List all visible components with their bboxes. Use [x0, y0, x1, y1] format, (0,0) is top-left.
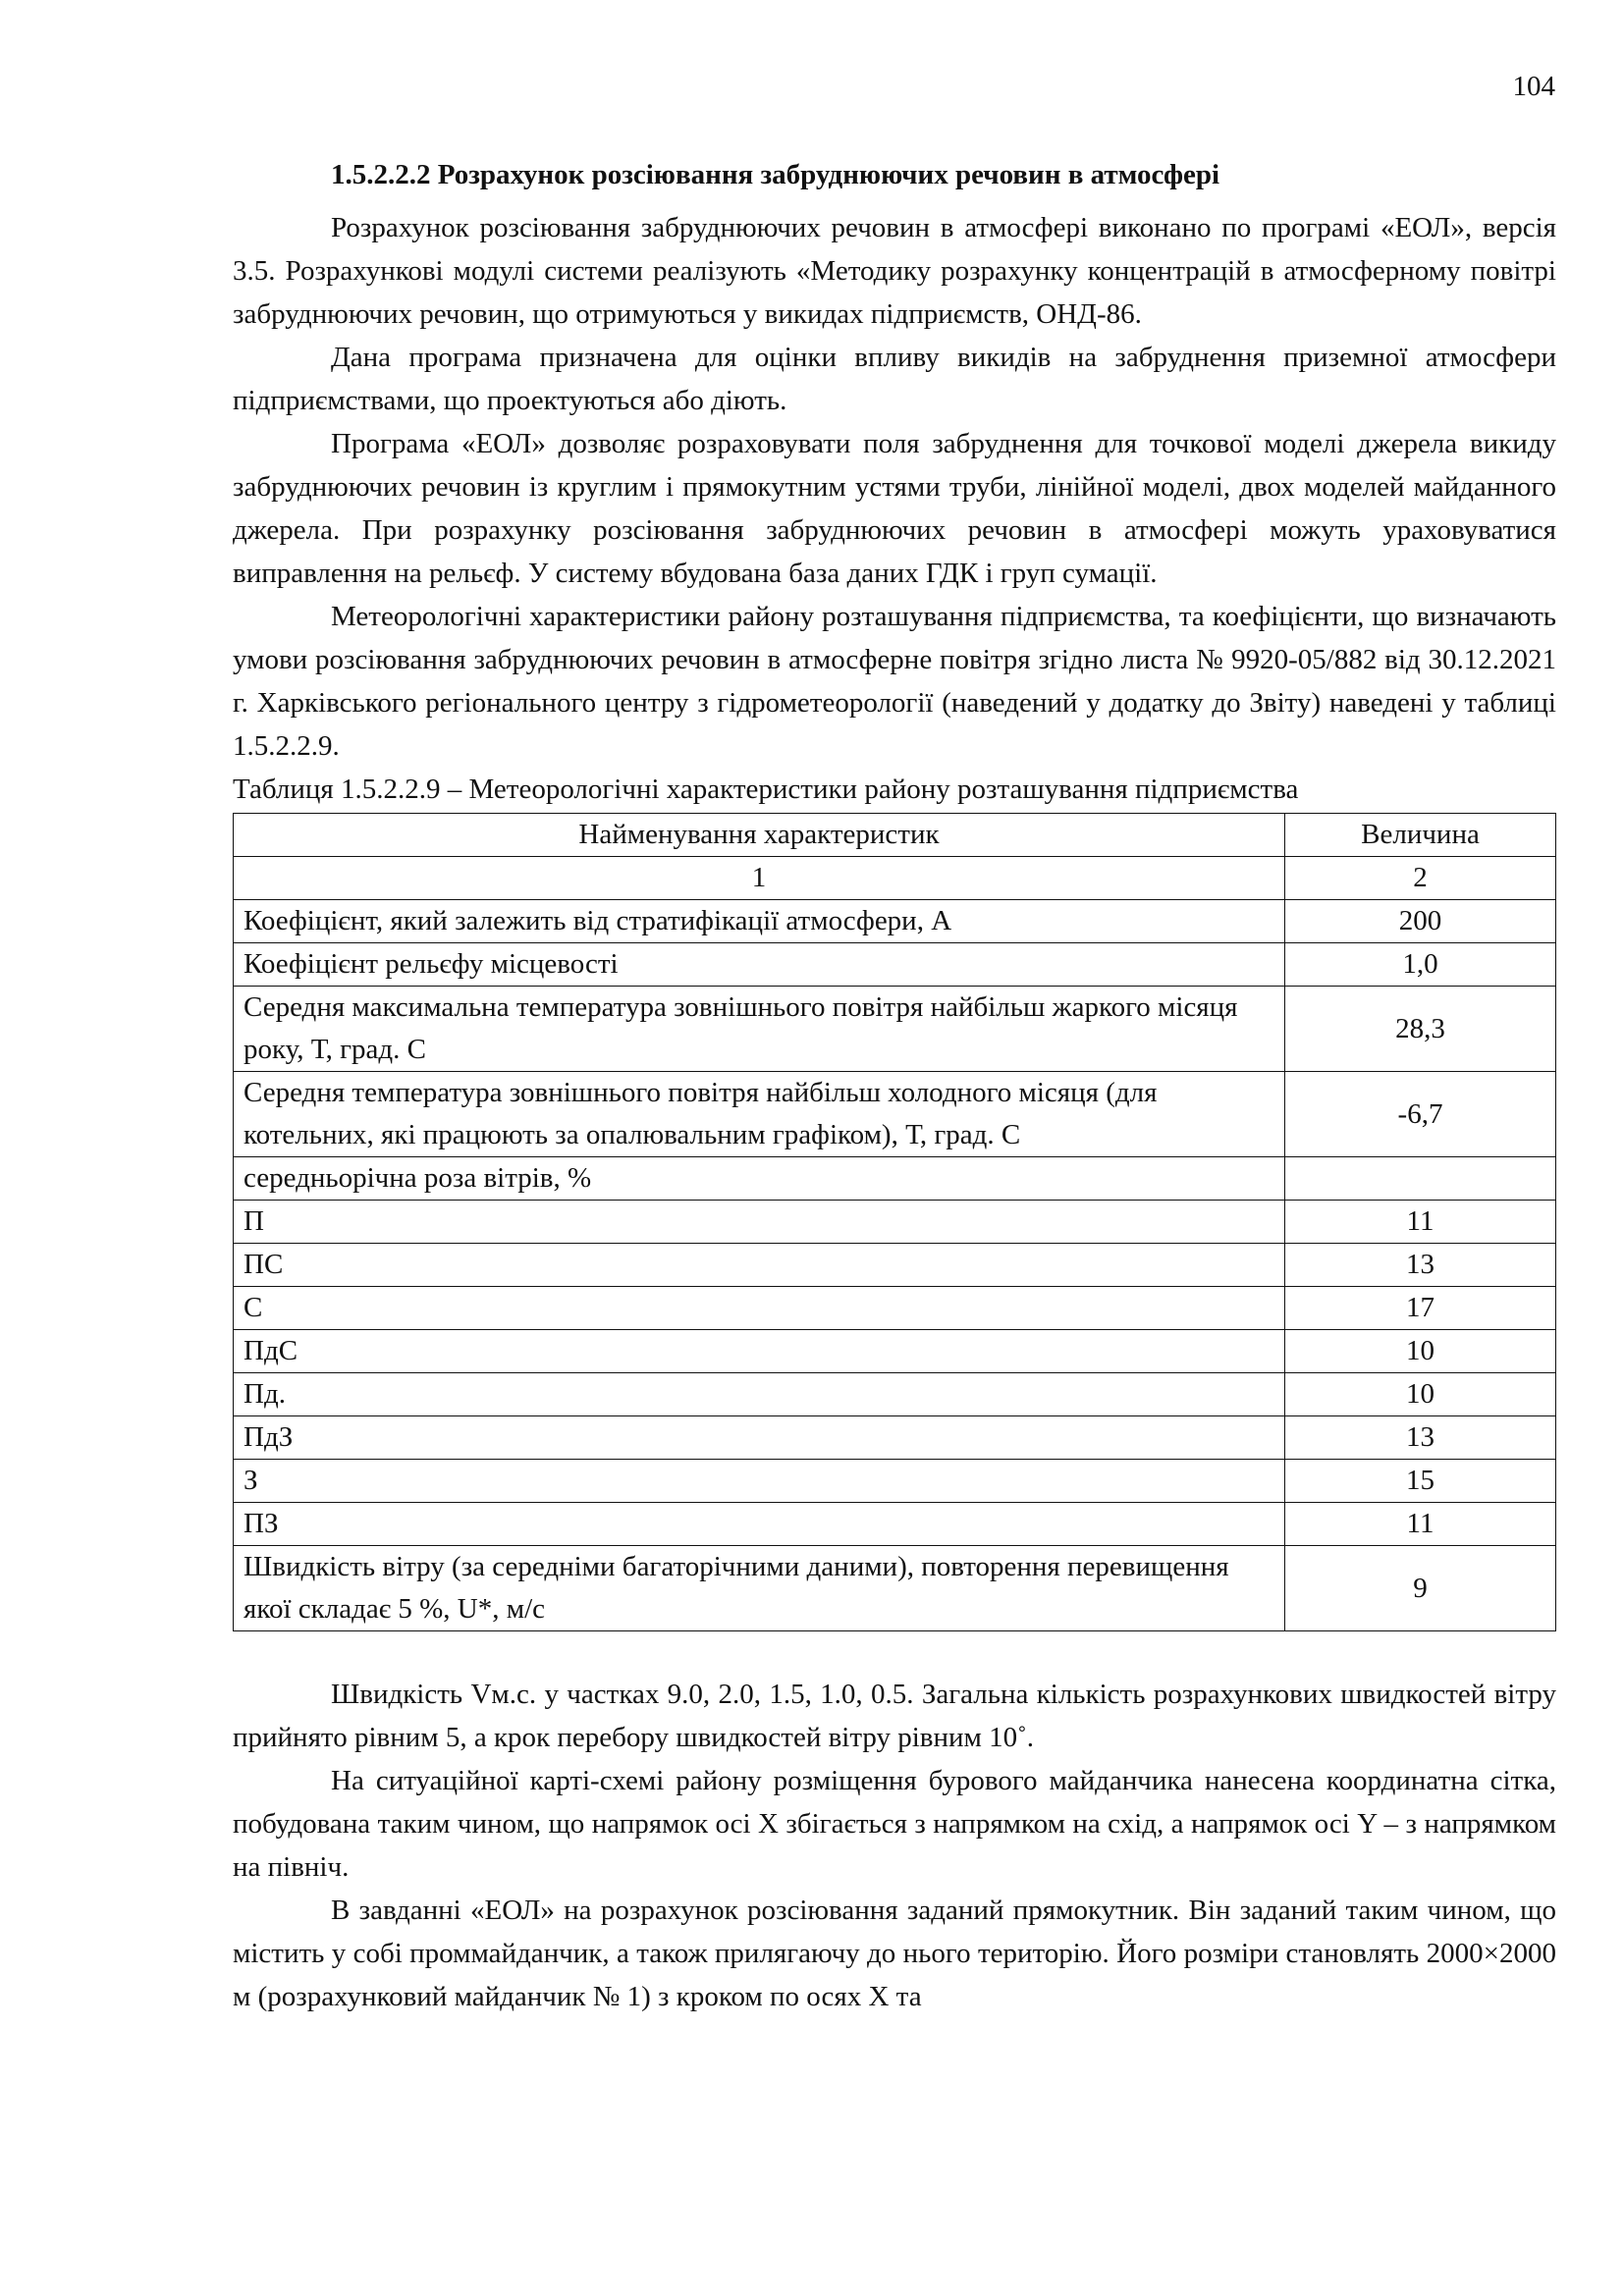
- characteristic-name: Коефіцієнт, який залежить від стратифікації атмосфери, А: [234, 900, 1285, 943]
- table-caption: Таблиця 1.5.2.2.9 – Метеорологічні характеристики району розташування підприємства: [233, 774, 1299, 805]
- table-index-row: [234, 857, 1556, 900]
- table-row: [234, 1244, 1556, 1287]
- characteristic-name: Середня максимальна температура зовнішнього повітря найбільш жаркого місяця року, Т, град. С: [234, 987, 1285, 1072]
- characteristic-value: 17: [1285, 1287, 1556, 1330]
- characteristic-name: П: [234, 1201, 1285, 1244]
- table-row: [234, 1157, 1556, 1201]
- table-row: [234, 1201, 1556, 1244]
- characteristic-value: 200: [1285, 900, 1556, 943]
- section-heading: 1.5.2.2.2 Розрахунок розсіювання забруднюючих речовин в атмосфері: [331, 159, 1220, 190]
- characteristic-name: Коефіцієнт рельєфу місцевості: [234, 943, 1285, 987]
- characteristic-name: ПдС: [234, 1330, 1285, 1373]
- meteorological-table: [233, 813, 1556, 1631]
- index-cell: 2: [1285, 857, 1556, 900]
- characteristic-value: 13: [1285, 1416, 1556, 1460]
- characteristic-name: середньорічна роза вітрів, %: [234, 1157, 1285, 1201]
- characteristic-value: 15: [1285, 1460, 1556, 1503]
- characteristic-value: 13: [1285, 1244, 1556, 1287]
- characteristic-name: Середня температура зовнішнього повітря найбільш холодного місяця (для котельних, які працюють за опалювальним графіком), Т, град. С: [234, 1072, 1285, 1157]
- characteristic-value: 11: [1285, 1201, 1556, 1244]
- paragraph: Розрахунок розсіювання забруднюючих речовин в атмосфері виконано по програмі «ЕОЛ», версія 3.5. Розрахункові модулі системи реалізують «Методику розрахунку концентрацій в атмосферному повітрі забруднюючих речовин, що отримуються у викидах підприємств, ОНД-86.: [233, 212, 1556, 330]
- table-row: [234, 943, 1556, 987]
- characteristic-name: ПЗ: [234, 1503, 1285, 1546]
- paragraph: Дана програма призначена для оцінки впливу викидів на забруднення приземної атмосфери підприємствами, що проектуються або діють.: [233, 342, 1556, 416]
- table-row: [234, 987, 1556, 1072]
- column-header-value: Величина: [1285, 814, 1556, 857]
- characteristic-value: 28,3: [1285, 987, 1556, 1072]
- characteristic-value: 10: [1285, 1330, 1556, 1373]
- characteristic-value: 11: [1285, 1503, 1556, 1546]
- table-header-row: [234, 814, 1556, 857]
- table-row: [234, 900, 1556, 943]
- characteristic-name: Швидкість вітру (за середніми багаторічними даними), повторення перевищення якої складає 5 %, U*, м/с: [234, 1546, 1285, 1631]
- paragraph: Програма «ЕОЛ» дозволяє розраховувати поля забруднення для точкової моделі джерела викиду забруднюючих речовин із круглим і прямокутним устями труби, лінійної моделі, двох моделей майданного джерела. При розрахунку розсіювання забруднюючих речовин в атмосфері можуть ураховуватися виправлення на рельєф. У систему вбудована база даних ГДК і груп сумації.: [233, 428, 1556, 589]
- paragraph: Метеорологічні характеристики району розташування підприємства, та коефіцієнти, що визначають умови розсіювання забруднюючих речовин в атмосферне повітря згідно листа № 9920-05/882 від 30.12.2021 г. Харківського регіонального центру з гідрометеорології (наведений у додатку до Звіту) наведені у таблиці 1.5.2.2.9.: [233, 601, 1556, 762]
- characteristic-name: ПС: [234, 1244, 1285, 1287]
- table-row: [234, 1546, 1556, 1631]
- table-row: [234, 1416, 1556, 1460]
- characteristic-name: ПдЗ: [234, 1416, 1285, 1460]
- characteristic-value: [1285, 1157, 1556, 1201]
- paragraph: На ситуаційної карті-схемі району розміщення бурового майданчика нанесена координатна сітка, побудована таким чином, що напрямок осі X збігається з напрямком на схід, а напрямок осі Y – з напрямком на північ.: [233, 1765, 1556, 1883]
- column-header-name: Найменування характеристик: [234, 814, 1285, 857]
- table-row: [234, 1330, 1556, 1373]
- paragraph: В завданні «ЕОЛ» на розрахунок розсіювання заданий прямокутник. Він заданий таким чином, що містить у собі проммайданчик, а також прилягаючу до нього територію. Його розміри становлять 2000×2000 м (розрахунковий майданчик № 1) з кроком по осях X та: [233, 1895, 1556, 2012]
- characteristic-name: З: [234, 1460, 1285, 1503]
- characteristic-name: С: [234, 1287, 1285, 1330]
- table-row: [234, 1503, 1556, 1546]
- index-cell: 1: [234, 857, 1285, 900]
- characteristic-value: 9: [1285, 1546, 1556, 1631]
- table-row: [234, 1287, 1556, 1330]
- table-row: [234, 1460, 1556, 1503]
- characteristic-value: -6,7: [1285, 1072, 1556, 1157]
- paragraph: Швидкість Vм.с. у частках 9.0, 2.0, 1.5, 1.0, 0.5. Загальна кількість розрахункових швидкостей вітру прийнято рівним 5, а крок перебору швидкостей вітру рівним 10˚.: [233, 1679, 1556, 1753]
- characteristic-name: Пд.: [234, 1373, 1285, 1416]
- page-number: 104: [1512, 71, 1555, 102]
- characteristic-value: 1,0: [1285, 943, 1556, 987]
- table-row: [234, 1072, 1556, 1157]
- table-row: [234, 1373, 1556, 1416]
- page-content: [233, 153, 1556, 2018]
- characteristic-value: 10: [1285, 1373, 1556, 1416]
